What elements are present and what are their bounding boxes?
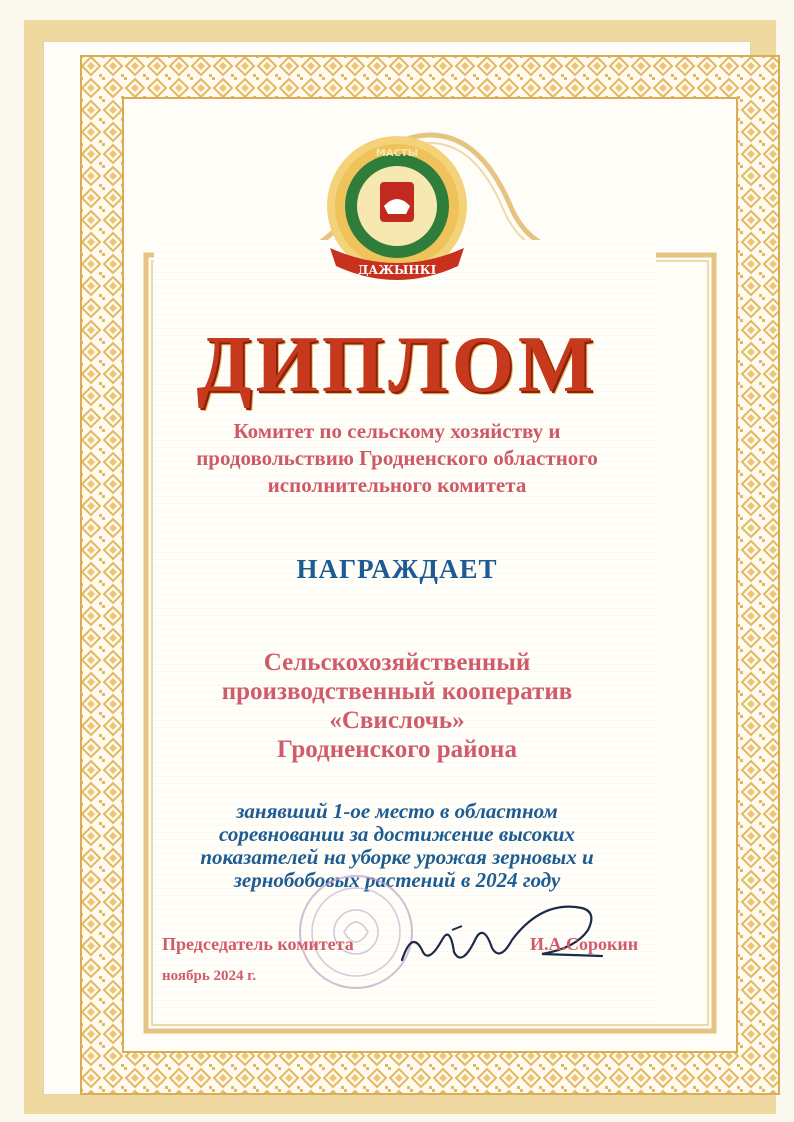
reason-line: зернобобовых растений в 2024 году [233,868,561,892]
awards-heading: НАГРАЖДАЕТ [296,554,498,584]
committee-name [137,418,657,499]
recipient-name [117,648,677,764]
recipient-line: производственный кооператив [221,678,573,705]
committee-line: исполнительного комитета [267,473,527,497]
reason-line: показателей на уборке урожая зерновых и [200,845,594,869]
recipient-line: Сельскохозяйственный [263,649,531,676]
signatory-name: И.А.Сорокин [530,934,639,954]
emblem-top-text: МАСТЫ [375,148,419,159]
reason-line: соревновании за достижение высоких [219,822,575,846]
issue-date: ноябрь 2024 г. [162,968,257,984]
committee-line: Комитет по сельскому хозяйству и [233,419,561,443]
committee-line: продовольствию Гродненского областного [196,446,598,470]
recipient-line: «Свислочь» [329,707,465,734]
festival-emblem [322,128,472,298]
recipient-line: Гродненского района [277,736,517,763]
diploma-title: ДИПЛОМ [196,321,598,409]
signature-label: Председатель комитета [162,934,354,954]
emblem-ribbon-text: ДАЖЫНКІ [357,263,437,277]
reason-line: занявший 1-ое место в областном [236,799,558,823]
